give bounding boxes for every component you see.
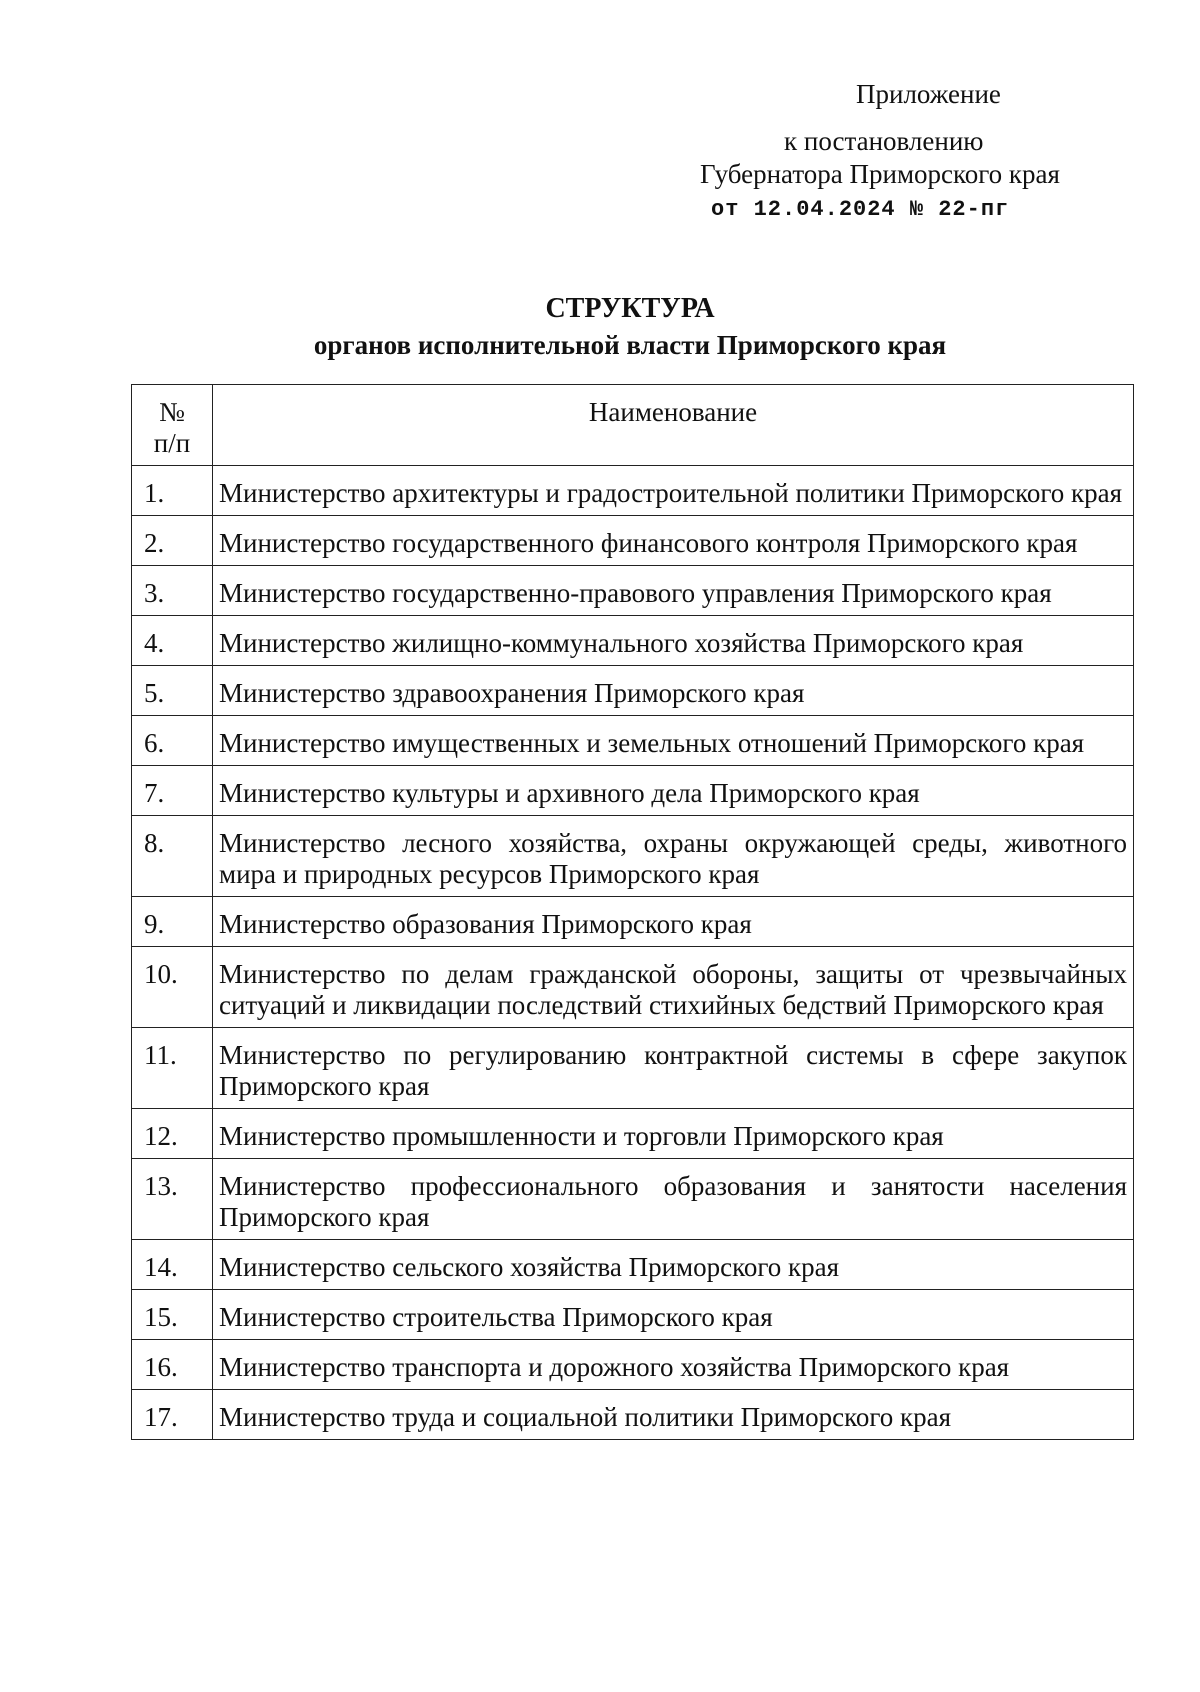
- row-number: 7.: [132, 766, 213, 816]
- row-number: 14.: [132, 1240, 213, 1290]
- table-row: [132, 1028, 1134, 1109]
- title-sub: органов исполнительной власти Приморского края: [313, 330, 947, 360]
- row-number: 3.: [132, 566, 213, 616]
- table-header-row: [132, 385, 1134, 466]
- appendix-resolution-ref: к постановлению: [784, 126, 984, 156]
- row-name: Министерство культуры и архивного дела Приморского края: [213, 766, 1134, 816]
- table-row: [132, 666, 1134, 716]
- row-number: 13.: [132, 1159, 213, 1240]
- table-row: [132, 716, 1134, 766]
- table-row: [132, 616, 1134, 666]
- row-name: Министерство имущественных и земельных отношений Приморского края: [213, 716, 1134, 766]
- appendix-label: Приложение: [856, 79, 1001, 109]
- appendix-governor: Губернатора Приморского края: [700, 159, 1060, 189]
- row-name: Министерство лесного хозяйства, охраны окружающей среды, животного мира и природных ресурсов Приморского края: [213, 816, 1134, 897]
- table-row: [132, 897, 1134, 947]
- row-number: 4.: [132, 616, 213, 666]
- row-name: Министерство профессионального образования и занятости населения Приморского края: [213, 1159, 1134, 1240]
- table-row: [132, 816, 1134, 897]
- row-number: 6.: [132, 716, 213, 766]
- row-name: Министерство здравоохранения Приморского края: [213, 666, 1134, 716]
- row-number: 12.: [132, 1109, 213, 1159]
- row-number: 8.: [132, 816, 213, 897]
- row-name: Министерство государственного финансового контроля Приморского края: [213, 516, 1134, 566]
- row-name: Министерство труда и социальной политики Приморского края: [213, 1390, 1134, 1440]
- row-number: 16.: [132, 1340, 213, 1390]
- row-number: 17.: [132, 1390, 213, 1440]
- table-row: [132, 1390, 1134, 1440]
- row-name: Министерство образования Приморского края: [213, 897, 1134, 947]
- row-name: Министерство жилищно-коммунального хозяйства Приморского края: [213, 616, 1134, 666]
- table-row: [132, 947, 1134, 1028]
- row-name: Министерство архитектуры и градостроительной политики Приморского края: [213, 466, 1134, 516]
- table-row: [132, 766, 1134, 816]
- table-body: [132, 466, 1134, 1440]
- structure-table: [131, 384, 1134, 1440]
- table-row: [132, 566, 1134, 616]
- header-number-pp: п/п: [153, 428, 191, 458]
- row-number: 15.: [132, 1290, 213, 1340]
- row-name: Министерство промышленности и торговли Приморского края: [213, 1109, 1134, 1159]
- row-name: Министерство транспорта и дорожного хозяйства Приморского края: [213, 1340, 1134, 1390]
- row-name: Министерство строительства Приморского края: [213, 1290, 1134, 1340]
- document-title: [0, 292, 1200, 362]
- header-name: Наименование: [213, 385, 1134, 466]
- row-number: 10.: [132, 947, 213, 1028]
- table-row: [132, 1159, 1134, 1240]
- table-row: [132, 1240, 1134, 1290]
- row-number: 9.: [132, 897, 213, 947]
- row-number: 5.: [132, 666, 213, 716]
- appendix-block: [700, 78, 1140, 226]
- row-name: Министерство государственно-правового управления Приморского края: [213, 566, 1134, 616]
- table-row: [132, 516, 1134, 566]
- header-number-sign: №: [159, 397, 185, 427]
- row-number: 1.: [132, 466, 213, 516]
- table-row: [132, 466, 1134, 516]
- row-name: Министерство по регулированию контрактной системы в сфере закупок Приморского края: [213, 1028, 1134, 1109]
- appendix-date-number: от 12.04.2024 № 22-пг: [711, 197, 1010, 222]
- table-row: [132, 1340, 1134, 1390]
- row-name: Министерство сельского хозяйства Приморского края: [213, 1240, 1134, 1290]
- table-row: [132, 1109, 1134, 1159]
- row-number: 2.: [132, 516, 213, 566]
- table-row: [132, 1290, 1134, 1340]
- title-main: СТРУКТУРА: [545, 293, 715, 324]
- row-name: Министерство по делам гражданской обороны, защиты от чрезвычайных ситуаций и ликвидации последствий стихийных бедствий Приморского края: [213, 947, 1134, 1028]
- header-number: [132, 385, 213, 466]
- row-number: 11.: [132, 1028, 213, 1109]
